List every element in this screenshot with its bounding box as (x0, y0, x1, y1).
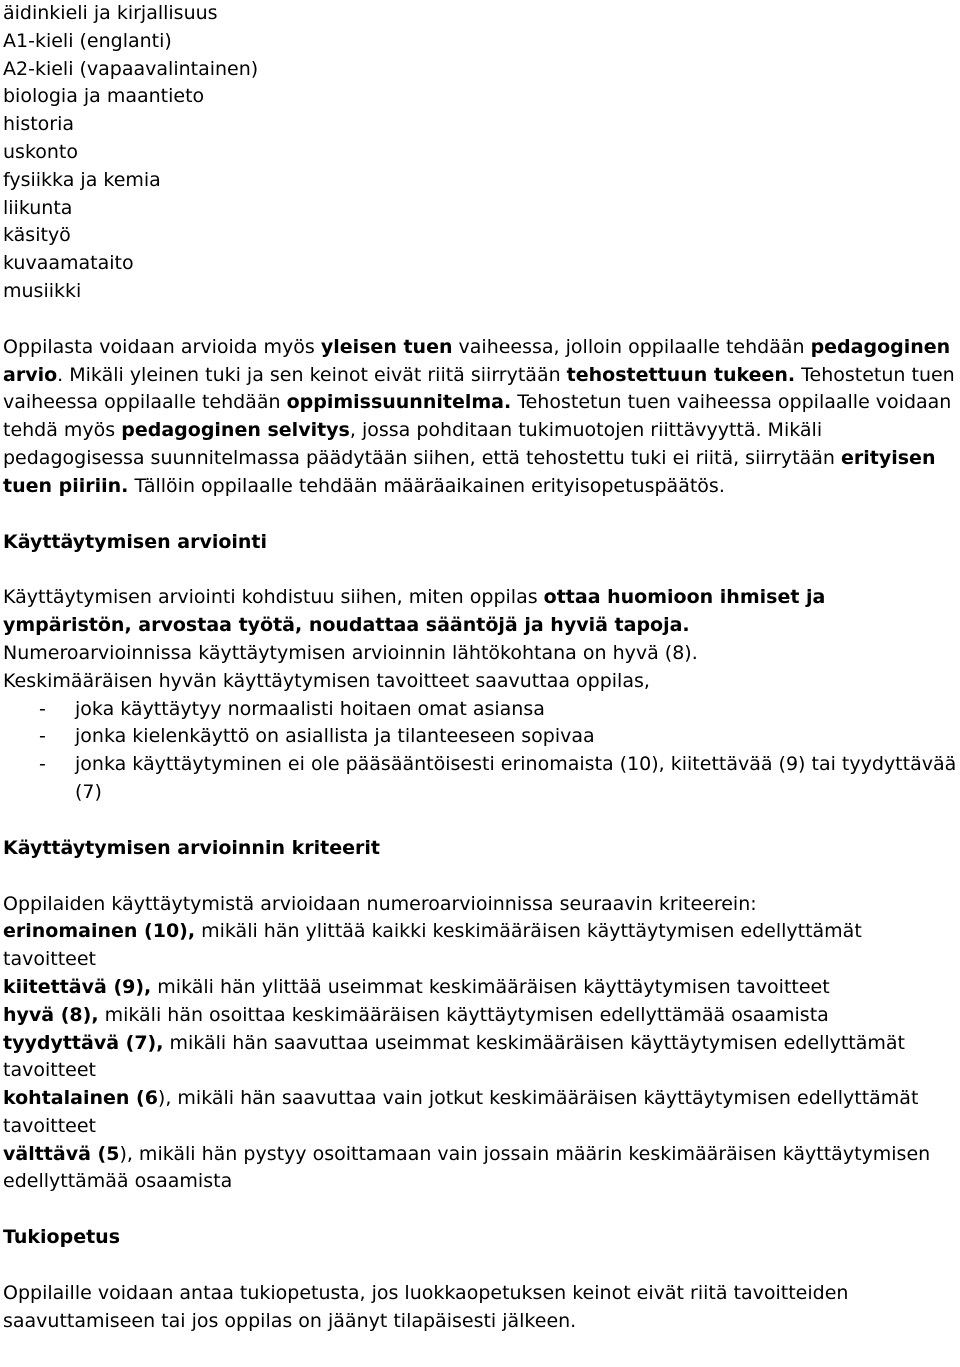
bold-term: pedagoginen selvitys (121, 419, 350, 442)
subject-item: käsityö (3, 224, 71, 247)
subject-item: musiikki (3, 279, 82, 302)
behavior-intro (3, 584, 958, 640)
grade-label: tyydyttävä (7), (3, 1031, 164, 1054)
subject-list (3, 0, 958, 306)
text-run: Tällöin oppilaalle tehdään määräaikainen erityisopetuspäätös. (128, 474, 725, 497)
grade-criterion (3, 1030, 958, 1086)
subject-item: A2-kieli (vapaavalintainen) (3, 57, 259, 80)
text-run: . Mikäli yleinen tuki ja sen keinot eivät riitä siirrytään (57, 363, 567, 386)
behavior-line: Keskimääräisen hyvän käyttäytymisen tavoitteet saavuttaa oppilas, (3, 669, 650, 692)
grade-text: ), mikäli hän pystyy osoittamaan vain jossain määrin keskimääräisen käyttäytymisen edellyttämää osaamista (3, 1142, 931, 1193)
text-run: Oppilasta voidaan arvioida myös (3, 335, 321, 358)
text-run: vaiheessa, jolloin oppilaalle tehdään (452, 335, 811, 358)
text-run: Tehostetun tuen vaiheessa oppilaalle voidaan tehdä myös (3, 391, 952, 442)
bullet-item (3, 723, 958, 751)
section-heading: Käyttäytymisen arvioinnin kriteerit (3, 836, 380, 859)
subject-item: fysiikka ja kemia (3, 168, 161, 191)
subject-item: historia (3, 113, 75, 136)
grade-label: hyvä (8), (3, 1003, 99, 1026)
grade-text: ), mikäli hän saavuttaa vain jotkut keskimääräisen käyttäytymisen edellyttämät tavoitteet (3, 1087, 919, 1137)
document-body (3, 0, 958, 1336)
bullet-text: jonka käyttäytyminen ei ole pääsääntöisesti erinomaista (10), kiitettävää (9) tai tyydyttävää (7) (75, 753, 957, 803)
bullet-dash: - (39, 725, 46, 748)
subject-item: uskonto (3, 140, 79, 163)
bullet-dash: - (39, 753, 46, 776)
bullet-text: jonka kielenkäyttö on asiallista ja tilanteeseen sopivaa (75, 725, 595, 748)
subject-item: äidinkieli ja kirjallisuus (3, 2, 218, 24)
bold-term: oppimissuunnitelma. (286, 391, 512, 414)
grade-text: mikäli hän osoittaa keskimääräisen käyttäytymisen edellyttämää osaamista (98, 1003, 829, 1026)
grade-text: mikäli hän ylittää useimmat keskimääräisen käyttäytymisen tavoitteet (151, 975, 830, 998)
bullet-item (3, 696, 958, 724)
grade-criterion (3, 974, 958, 1002)
text-run: Käyttäytymisen arviointi kohdistuu siihen, miten oppilas (3, 586, 544, 609)
tutoring-paragraph: Oppilaille voidaan antaa tukiopetusta, jos luokkaopetuksen keinot eivät riitä tavoitteiden saavuttamiseen tai jos oppilas on jäänyt tilapäisesti jälkeen. (3, 1282, 849, 1332)
subject-item: A1-kieli (englanti) (3, 29, 172, 52)
text-run: , jossa pohditaan tukimuotojen riittävyyttä. Mikäli pedagogisessa suunnitelmassa päädytään siihen, että tehostettu tuki ei riitä, siirrytään (3, 419, 841, 469)
bullet-dash: - (39, 697, 46, 720)
bold-term: tehostettuun tukeen. (566, 363, 796, 386)
grade-criterion (3, 1002, 958, 1030)
bullet-text: joka käyttäytyy normaalisti hoitaen omat asiansa (75, 697, 545, 720)
behavior-line: Numeroarvioinnissa käyttäytymisen arvioinnin lähtökohtana on hyvä (8). (3, 641, 698, 664)
support-paragraph (3, 334, 958, 501)
grade-text: mikäli hän saavuttaa useimmat keskimääräisen käyttäytymisen edellyttämät tavoitteet (3, 1031, 905, 1082)
subject-item: kuvaamataito (3, 252, 134, 275)
subject-item: liikunta (3, 196, 73, 219)
grade-label: kohtalainen (6 (3, 1087, 158, 1110)
grade-label: välttävä (5 (3, 1142, 120, 1165)
grade-criterion (3, 918, 958, 974)
bold-term: yleisen tuen (320, 335, 453, 358)
grade-criterion (3, 1141, 958, 1197)
grade-label: erinomainen (10), (3, 920, 196, 943)
text-run: Tehostetun tuen vaiheessa oppilaalle tehdään (3, 363, 955, 414)
bold-term: erityisen tuen piiriin. (3, 446, 936, 497)
bullet-item (3, 751, 958, 807)
criteria-intro: Oppilaiden käyttäytymistä arvioidaan numeroarvioinnissa seuraavin kriteerein: (3, 892, 757, 915)
section-heading: Käyttäytymisen arviointi (3, 530, 268, 553)
grade-criterion (3, 1085, 958, 1141)
grade-label: kiitettävä (9), (3, 975, 152, 998)
grade-text: mikäli hän ylittää kaikki keskimääräisen käyttäytymisen edellyttämät tavoitteet (3, 920, 862, 971)
section-heading: Tukiopetus (3, 1226, 121, 1249)
subject-item: biologia ja maantieto (3, 85, 205, 108)
bold-term: ottaa huomioon ihmiset ja ympäristön, arvostaa työtä, noudattaa sääntöjä ja hyviä tapoja. (3, 586, 826, 637)
bold-term: pedagoginen arvio (3, 335, 951, 386)
